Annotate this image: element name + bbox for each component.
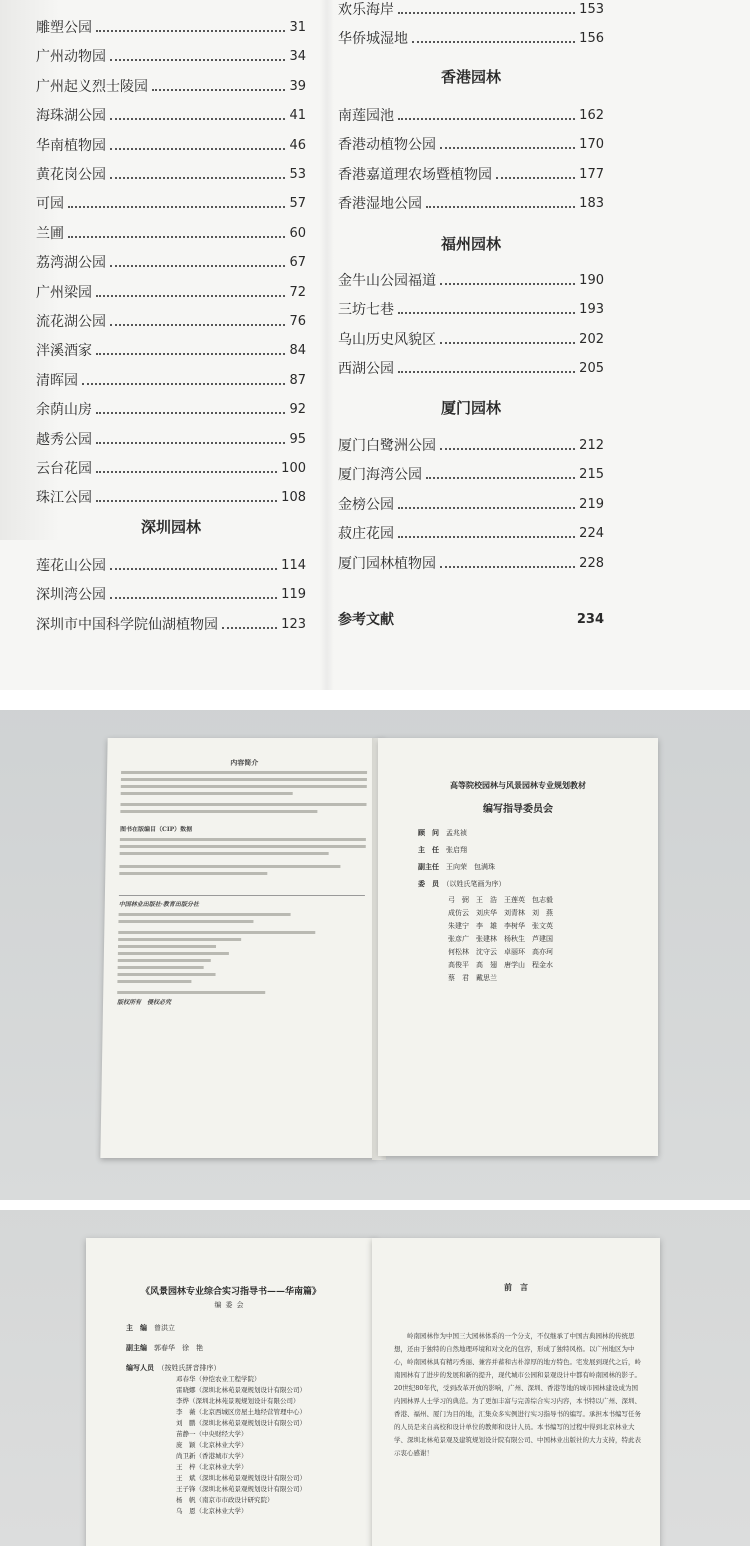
- committee-names: 王向荣 包满珠: [439, 863, 495, 871]
- committee-member-row: 高俊平 高 翅 唐学山 程金水: [448, 961, 553, 969]
- preface-text: 岭南园林作为中国三大园林体系的一个分支，不仅继承了中国古典园林的传统思想，还由于独特的自然地理环境和对文化的包容，形成了独特风格。以广州地区为中心，岭南园林具有精巧秀丽、兼容并蓄和古朴淳厚的地方特色。宅发展到现代之后，岭南园林有了进步的发展和新的提升，现代城市公园和景观设计中都有岭南园林的影子。20世纪80年代，受到改革开放的影响，广州、深圳、香港等地的城市园林建设成为国内园林界人士学习的典范。为了更加丰富与完善综合实习内容，本书特以广州、深圳、香港、福州、厦门为目的地，汇集众多实例进行实习指导书的编写。承担本书编写任务的人员是来自高校和设计单位的教师和设计人员。本书编写的过程中得到北京林业大学、深圳北林苑景观及建筑规划设计院有限公司、中国林业出版社的大力支持，特此表示衷心感谢！: [394, 1332, 641, 1457]
- toc-leader-dots: [68, 236, 285, 238]
- toc-page-number: 92: [289, 402, 306, 418]
- references-title: 参考文献: [338, 612, 394, 628]
- committee-row: [418, 860, 638, 874]
- toc-entry-title: 可园: [36, 196, 64, 213]
- toc-page-number: 41: [289, 108, 306, 124]
- preface-page: [372, 1238, 660, 1546]
- toc-leader-dots: [110, 177, 285, 179]
- copyright-notice: 版权所有 侵权必究: [116, 999, 172, 1006]
- toc-page-number: 53: [289, 167, 306, 182]
- toc-leader-dots: [96, 412, 285, 414]
- toc-entry: [338, 128, 604, 154]
- toc-entry-title: 香港嘉道理农场暨植物园: [338, 166, 492, 183]
- writer-entry: 李 薇（北京西城区房屋土地经营管理中心）: [176, 1408, 306, 1416]
- toc-entry: [36, 608, 306, 634]
- toc-entry: [338, 517, 604, 543]
- toc-entry: [36, 70, 306, 96]
- toc-entry-title: 莲花山公园: [36, 558, 106, 574]
- toc-leader-dots: [110, 324, 285, 326]
- toc-page-number: 57: [289, 196, 306, 212]
- committee-names: 孟兆祯: [439, 829, 467, 837]
- toc-page-number: 100: [281, 461, 306, 476]
- toc-leader-dots: [96, 353, 285, 355]
- committee-member-row: 蔡 君 戴思兰: [448, 974, 497, 982]
- toc-entry: [36, 129, 306, 155]
- toc-page-number: 177: [579, 166, 604, 182]
- toc-entry-title: 金榜公园: [338, 496, 394, 513]
- committee-role: 副主任: [418, 862, 439, 871]
- toc-leader-dots: [96, 442, 285, 444]
- toc-page-number: 193: [579, 302, 604, 318]
- toc-page-number: 31: [289, 20, 306, 35]
- toc-entry-title: 华侨城湿地: [338, 31, 408, 48]
- committee-member-row: 何松林 沈守云 卓丽环 高亦珂: [448, 948, 553, 956]
- toc-page-number: 34: [289, 49, 306, 65]
- chief-editor: 曾洪立: [154, 1324, 175, 1332]
- toc-entry: [36, 578, 306, 604]
- toc-page-number: 76: [289, 314, 306, 329]
- toc-entry-title: 广州动物园: [36, 49, 106, 66]
- toc-page-number: 224: [579, 526, 604, 542]
- committee-role: 委 员: [418, 879, 439, 888]
- toc-page-number: 108: [281, 490, 306, 506]
- toc-entry-title: 清晖园: [36, 372, 78, 389]
- toc-entry-title: 荔湾湖公园: [36, 255, 106, 272]
- toc-entry: [36, 217, 306, 243]
- toc-leader-dots: [398, 118, 575, 120]
- toc-leader-dots: [82, 383, 285, 385]
- references-page: 234: [576, 612, 604, 627]
- toc-entry-title: 香港湿地公园: [338, 196, 422, 213]
- toc-leader-dots: [152, 89, 285, 91]
- toc-entry-title: 广州起义烈士陵园: [36, 78, 148, 95]
- toc-leader-dots: [96, 30, 285, 32]
- toc-entry-title: 欢乐海岸: [338, 2, 394, 18]
- guide-book-title: 《风景园林专业综合实习指导书——华南篇》: [140, 1287, 321, 1297]
- toc-leader-dots: [110, 148, 285, 150]
- toc-leader-dots: [398, 507, 575, 509]
- toc-page-number: 87: [289, 372, 306, 388]
- toc-leader-dots: [110, 118, 285, 120]
- toc-page-number: 156: [579, 31, 604, 47]
- toc-entry: [338, 293, 604, 319]
- toc-leader-dots: [440, 448, 575, 450]
- toc-entry-title: 厦门白鹭洲公园: [338, 438, 436, 454]
- toc-page-number: 123: [281, 616, 306, 632]
- toc-leader-dots: [96, 500, 277, 502]
- toc-page-number: 119: [281, 587, 306, 603]
- toc-leader-dots: [440, 566, 575, 568]
- toc-page-number: 228: [579, 555, 604, 571]
- writer-entry: 王子锋（深圳北林苑景观规划设计有限公司）: [176, 1485, 306, 1493]
- writer-entry: 刘 鹏（深圳北林苑景观规划设计有限公司）: [176, 1419, 306, 1427]
- toc-entry: [338, 429, 604, 455]
- writers-list: [176, 1374, 366, 1517]
- toc-page-number: 84: [289, 343, 306, 359]
- committee-member-row: 张彦广 张建林 杨秋生 芦建国: [448, 935, 553, 943]
- toc-leader-dots: [398, 312, 575, 314]
- toc-entry-title: 兰圃: [36, 225, 64, 242]
- toc-leader-dots: [426, 477, 575, 479]
- toc-entry-title: 广州梁园: [36, 284, 92, 301]
- toc-entry: [338, 0, 604, 19]
- toc-page-number: 162: [579, 108, 604, 123]
- toc-entry-title: 三坊七巷: [338, 302, 394, 319]
- toc-page-number: 183: [579, 196, 604, 212]
- toc-page-number: 39: [289, 78, 306, 94]
- toc-entry: [36, 305, 306, 331]
- toc-entry-title: 余荫山房: [36, 402, 92, 419]
- committee-row: [418, 877, 638, 891]
- cip-heading: 图书在版编目（CIP）数据: [120, 826, 193, 833]
- book-fold: [320, 0, 334, 690]
- toc-page-number: 215: [579, 467, 604, 483]
- committee-names: （以姓氏笔画为序）: [439, 880, 506, 888]
- intro-heading: 内容简介: [230, 758, 259, 767]
- toc-page-number: 67: [289, 255, 306, 271]
- writer-entry: 庞 颖（北京林业大学）: [176, 1441, 248, 1449]
- writer-entry: 邓春华（仲恺农业工程学院）: [176, 1375, 261, 1383]
- toc-page-number: 170: [579, 137, 604, 153]
- toc-section-heading: 厦门园林: [440, 399, 501, 417]
- toc-page-number: 153: [579, 2, 604, 17]
- toc-leader-dots: [222, 627, 277, 629]
- toc-leader-dots: [398, 12, 575, 14]
- deputy-editors: 郭春华 徐 艳: [154, 1344, 203, 1352]
- toc-page-number: 190: [579, 273, 604, 288]
- committee-member-row: 弓 弼 王 浩 王莲英 包志毅: [448, 896, 553, 904]
- toc-leader-dots: [110, 568, 277, 570]
- writers-note: （按姓氏拼音排序）: [161, 1364, 221, 1372]
- committee-member-row: 成仿云 刘庆华 刘青林 刘 燕: [448, 909, 553, 917]
- toc-entry-title: 深圳湾公园: [36, 587, 106, 604]
- toc-entry-title: 泮溪酒家: [36, 343, 92, 360]
- toc-page-number: 205: [579, 361, 604, 377]
- writer-entry: 王 斌（深圳北林苑景观规划设计有限公司）: [176, 1474, 306, 1482]
- editors-block: 主 编 曾洪立 副主编 郭春华 徐 艳 编写人员 （按姓氏拼音排序） 邓春华（仲恺农业工程学院） 雷晓娜（深圳北林苑景观规划设计有限公司） 李烨（深圳北林苑景观规划设计有限公司） 李 薇（北京西城区房屋土地经营管理中心） 刘 鹏（深圳北林苑景观规划设计有限公司） 苗静一（中央财经大学） 庞 颖（北京林业大学） 尚卫新（香港城市大学） 王 梓（北京林业大学） 王 斌（深圳北林苑景观规划设计有限公司） 王子锋（深圳北林苑景观规划设计有限公司） 杨 帆（南京市市政设计研究院） 乌 恩（北京林业大学）: [126, 1322, 366, 1517]
- toc-leader-dots: [68, 206, 285, 208]
- toc-entry-title: 深圳市中国科学院仙湖植物园: [36, 616, 218, 633]
- toc-section-heading: 福州园林: [440, 235, 501, 253]
- toc-leader-dots: [96, 471, 277, 473]
- toc-entry-title: 香港动植物公园: [338, 137, 436, 154]
- toc-entry-title: 黄花岗公园: [36, 167, 106, 183]
- writer-entry: 雷晓娜（深圳北林苑景观规划设计有限公司）: [176, 1386, 306, 1394]
- toc-page-number: 95: [289, 431, 306, 447]
- committee-role: 顾 问: [418, 828, 439, 837]
- toc-entry: [36, 276, 306, 302]
- publisher-name: 中国林业出版社·教育出版分社: [118, 901, 199, 908]
- toc-page-number: 46: [289, 137, 306, 153]
- toc-entry: [338, 458, 604, 484]
- toc-entry: [36, 393, 306, 419]
- toc-entry: [36, 187, 306, 213]
- toc-leader-dots: [440, 342, 575, 344]
- toc-leader-dots: [440, 147, 575, 149]
- toc-entry: [36, 423, 306, 449]
- toc-entry-title: 珠江公园: [36, 490, 92, 507]
- toc-leader-dots: [426, 206, 575, 208]
- toc-entry: [36, 158, 306, 184]
- editorial-board-label: 编委会: [214, 1301, 248, 1309]
- toc-entry: [36, 246, 306, 272]
- writer-entry: 李烨（深圳北林苑景观规划设计有限公司）: [176, 1397, 300, 1405]
- toc-entry: [338, 547, 604, 573]
- toc-entry-title: 金牛山公园福道: [338, 273, 436, 289]
- toc-entry-title: 流花湖公园: [36, 314, 106, 330]
- toc-entry: [338, 158, 604, 184]
- writer-entry: 苗静一（中央财经大学）: [176, 1430, 248, 1438]
- toc-page-number: 202: [579, 331, 604, 347]
- toc-entry: [338, 187, 604, 213]
- toc-leader-dots: [496, 177, 575, 179]
- toc-entry: [338, 99, 604, 125]
- toc-leader-dots: [96, 295, 285, 297]
- toc-page-number: 212: [579, 438, 604, 453]
- committee-list: [418, 826, 638, 985]
- preface-spread-photo: [0, 1200, 750, 1546]
- toc-entry-title: 海珠湖公园: [36, 108, 106, 125]
- writer-entry: 乌 恩（北京林业大学）: [176, 1507, 248, 1515]
- toc-leader-dots: [110, 597, 277, 599]
- toc-entry: [338, 323, 604, 349]
- toc-entry-title: 菽庄花园: [338, 526, 394, 543]
- toc-entry: [36, 481, 306, 507]
- toc-entry: [338, 22, 604, 48]
- toc-page-number: 72: [289, 284, 306, 300]
- toc-references: [338, 603, 604, 629]
- toc-page-number: 60: [289, 225, 306, 241]
- editorial-board-page: [86, 1238, 376, 1546]
- toc-entry: [36, 364, 306, 390]
- toc-entry-title: 厦门海湾公园: [338, 467, 422, 484]
- writer-entry: 王 梓（北京林业大学）: [176, 1463, 248, 1471]
- toc-section-heading: 深圳园林: [140, 518, 201, 536]
- writer-entry: 尚卫新（香港城市大学）: [176, 1452, 248, 1460]
- toc-entry: [36, 334, 306, 360]
- toc-entry: [36, 40, 306, 66]
- toc-leader-dots: [398, 536, 575, 538]
- committee-names: 张启翔: [439, 846, 467, 854]
- toc-entry-title: 南莲园池: [338, 108, 394, 124]
- toc-entry: [338, 264, 604, 290]
- toc-entry-title: 西湖公园: [338, 361, 394, 378]
- toc-leader-dots: [398, 371, 575, 373]
- toc-entry-title: 乌山历史风貌区: [338, 331, 436, 348]
- toc-page-number: 219: [579, 496, 604, 512]
- committee-page: [378, 738, 658, 1156]
- toc-leader-dots: [110, 265, 285, 267]
- toc-entry-title: 越秀公园: [36, 431, 92, 448]
- writer-entry: 杨 帆（南京市市政设计研究院）: [176, 1496, 274, 1504]
- toc-entry: [338, 352, 604, 378]
- toc-entry: [36, 549, 306, 575]
- toc-leader-dots: [110, 59, 285, 61]
- toc-entry-title: 厦门园林植物园: [338, 555, 436, 572]
- toc-section-heading: 香港园林: [440, 68, 501, 86]
- toc-entry-title: 云台花园: [36, 461, 92, 477]
- toc-entry: [36, 452, 306, 478]
- toc-entry-title: 雕塑公园: [36, 20, 92, 36]
- toc-entry-title: 华南植物园: [36, 137, 106, 154]
- preface-title: 前 言: [504, 1282, 528, 1292]
- series-title: 高等院校园林与风景园林专业规划教材: [450, 780, 586, 790]
- toc-entry: [338, 488, 604, 514]
- toc-entry: [36, 99, 306, 125]
- committee-role: 主 任: [418, 845, 439, 854]
- toc-page-photo: [0, 0, 750, 690]
- committee-row: [418, 843, 638, 857]
- copyright-page: [100, 738, 383, 1158]
- committee-member-row: 朱建宁 李 雄 李树华 张文英: [448, 922, 553, 930]
- toc-page-number: 114: [281, 558, 306, 573]
- toc-leader-dots: [440, 283, 575, 285]
- toc-leader-dots: [412, 41, 575, 43]
- copyright-spread-photo: [0, 690, 750, 1200]
- committee-title: 编写指导委员会: [483, 804, 553, 815]
- toc-entry: [36, 11, 306, 37]
- committee-row: [418, 826, 638, 840]
